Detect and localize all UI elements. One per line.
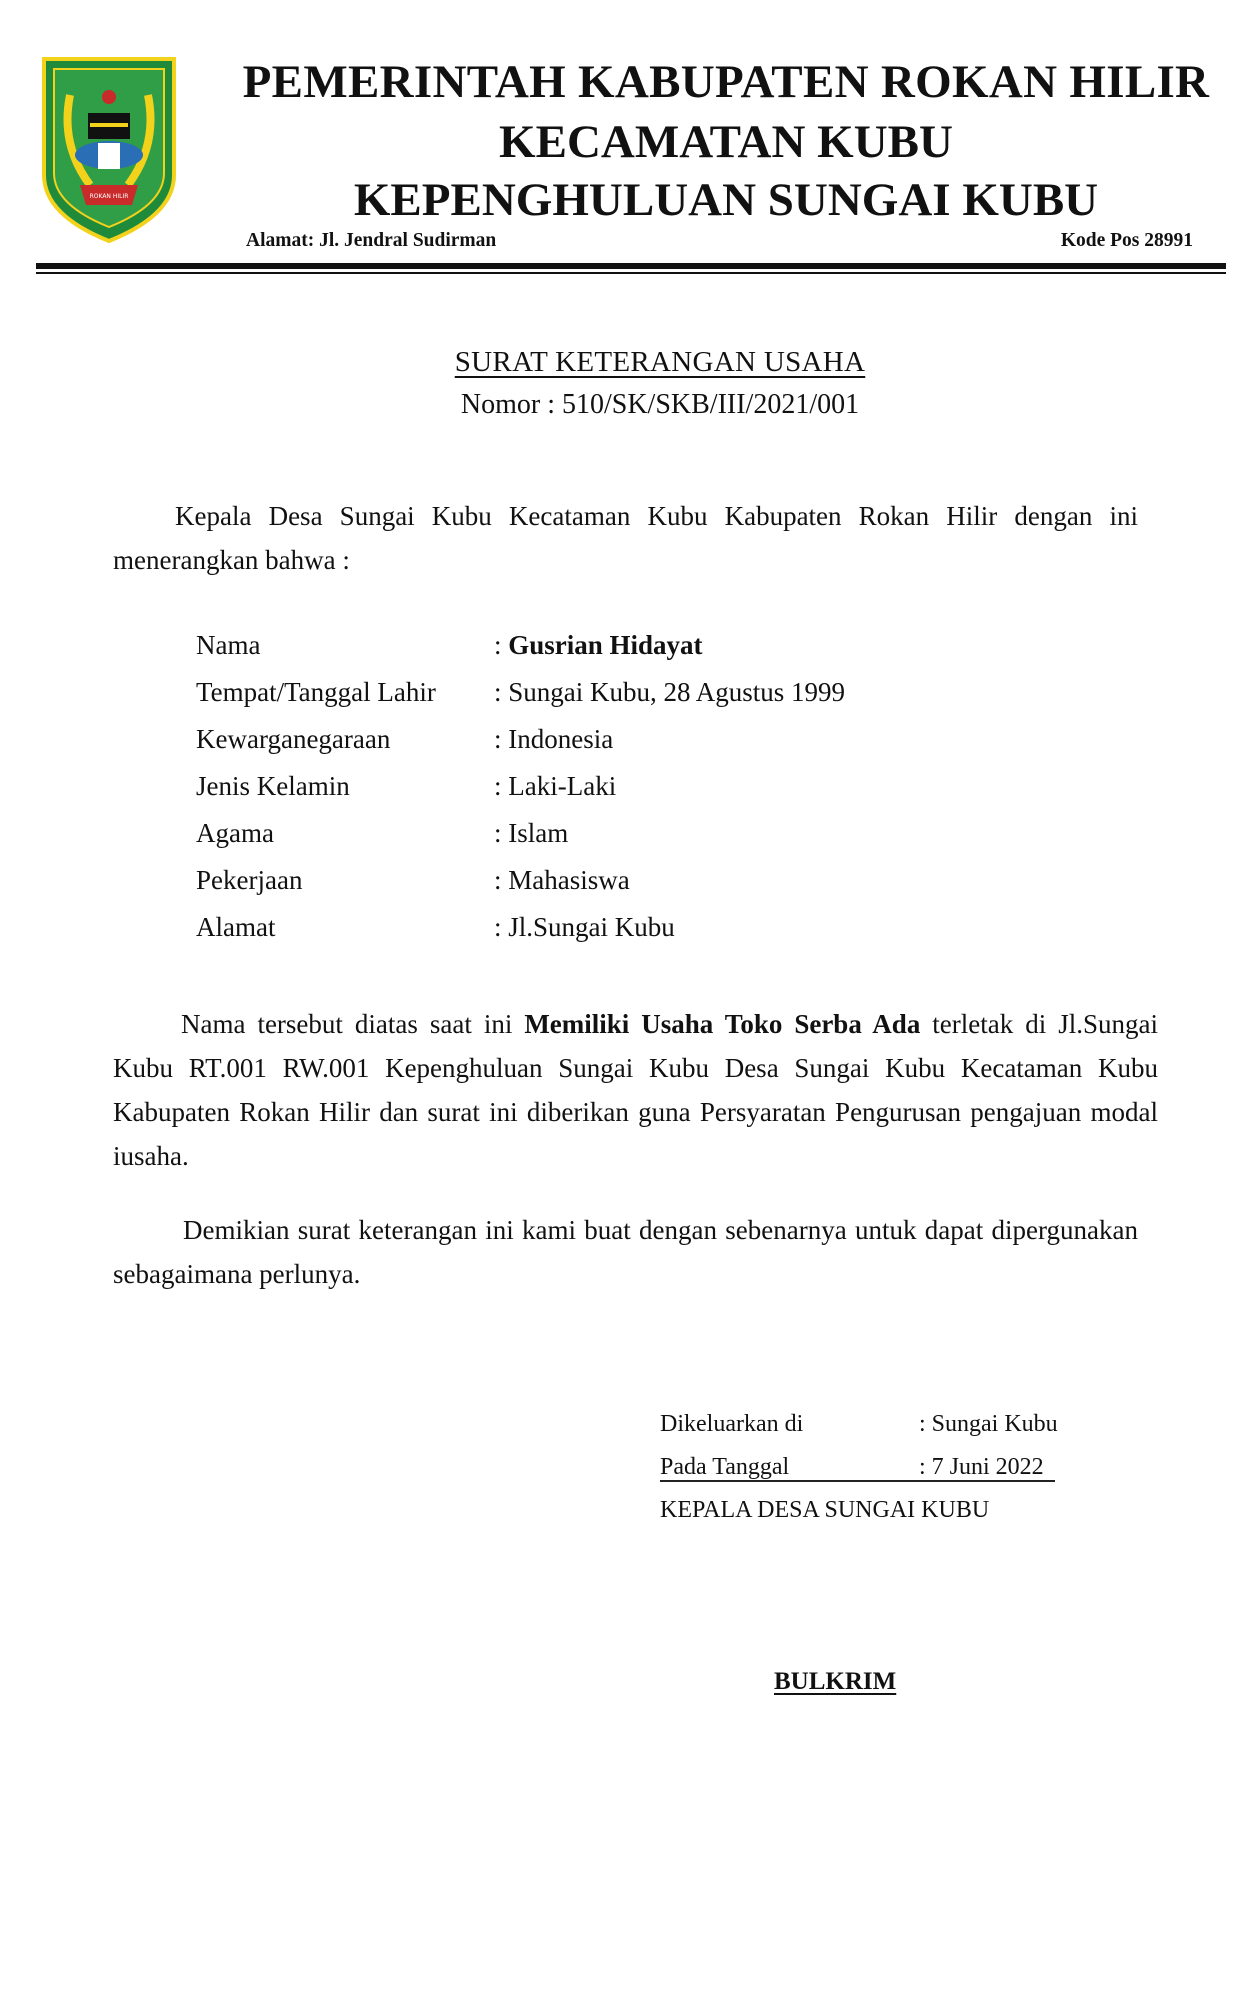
field-value: : Gusrian Hidayat	[494, 630, 703, 660]
field-label: Nama	[196, 630, 261, 660]
field-label: Jenis Kelamin	[196, 771, 350, 801]
field-value: : Jl.Sungai Kubu	[494, 912, 675, 942]
letterhead-divider-thick	[36, 263, 1226, 269]
field-label: Pekerjaan	[196, 865, 303, 895]
closing-paragraph: Demikian surat keterangan ini kami buat dengan sebenarnya untuk dapat dipergunakan sebagaimana perlunya.	[113, 1215, 1138, 1289]
document-number: Nomor : 510/SK/SKB/III/2021/001	[460, 389, 860, 420]
date-underline	[660, 1480, 1055, 1482]
field-label: Tempat/Tanggal Lahir	[196, 677, 436, 707]
signer-name: BULKRIM	[774, 1668, 897, 1695]
intro-paragraph: Kepala Desa Sungai Kubu Kecataman Kubu Kabupaten Rokan Hilir dengan ini menerangkan bahwa :	[113, 501, 1138, 575]
letterhead-postal-code: Kode Pos 28991	[1060, 230, 1193, 251]
logo-text: ROKAN HILIR	[89, 193, 129, 200]
field-value: : Mahasiswa	[494, 865, 630, 895]
field-value: : Islam	[494, 818, 569, 848]
field-value: : Indonesia	[494, 724, 614, 754]
signer-position: KEPALA DESA SUNGAI KUBU	[660, 1497, 990, 1523]
document-title: SURAT KETERANGAN USAHA	[454, 346, 866, 378]
regency-logo	[40, 55, 178, 245]
name-value: Gusrian Hidayat	[508, 630, 703, 660]
letterhead-government: PEMERINTAH KABUPATEN ROKAN HILIR	[242, 56, 1210, 108]
issued-label: Dikeluarkan di	[660, 1411, 804, 1437]
letterhead-address: Alamat: Jl. Jendral Sudirman	[246, 230, 497, 251]
business-name: Memiliki Usaha Toko Serba Ada	[524, 1009, 921, 1039]
field-value: : Sungai Kubu, 28 Agustus 1999	[494, 677, 846, 707]
letterhead-district: KECAMATAN KUBU	[499, 116, 953, 168]
date-value: : 7 Juni 2022	[919, 1454, 1044, 1480]
date-label: Pada Tanggal	[660, 1454, 790, 1480]
field-value: : Laki-Laki	[494, 771, 617, 801]
letterhead-village: KEPENGHULUAN SUNGAI KUBU	[353, 174, 1099, 226]
issued-value: : Sungai Kubu	[919, 1411, 1058, 1437]
field-label: Agama	[196, 818, 274, 848]
field-label: Alamat	[196, 912, 276, 942]
business-paragraph: Nama tersebut diatas saat ini Memiliki Usaha Toko Serba Ada terletak di Jl.Sungai Kubu RT.001 RW.001 Kepenghuluan Sungai Kubu Desa Sungai Kubu Kecataman Kubu Kabupaten Rokan Hilir dan surat ini diberikan guna Persyaratan Pengurusan pengajuan modal iusaha.	[113, 1009, 1158, 1171]
field-label: Kewarganegaraan	[196, 724, 391, 754]
letterhead-divider-thin	[36, 272, 1226, 274]
